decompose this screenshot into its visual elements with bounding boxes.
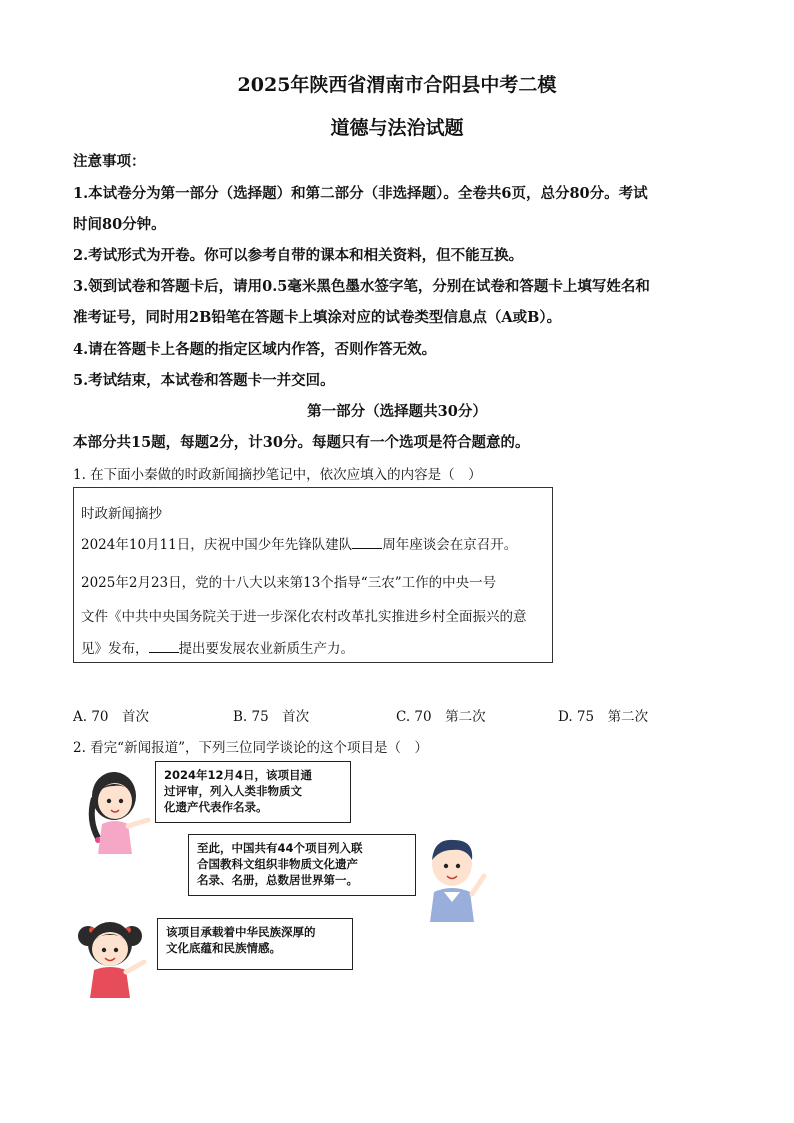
bubble2-line: 名录、名册，总数居世界第一。 xyxy=(197,873,358,887)
bubble1-line: 2024年12月4日，该项目通 xyxy=(164,768,313,782)
notice-item: 时间80分钟。 xyxy=(73,216,166,233)
news-line-1-text-a: 2024年10月11日，庆祝中国少年先锋队建队 xyxy=(81,537,353,553)
news-line-1-text-b: 周年座谈会在京召开。 xyxy=(382,537,518,553)
girl-student-illustration-2 xyxy=(74,914,154,998)
bubble1-line: 化遗产代表作名录。 xyxy=(164,800,268,814)
option-b[interactable]: B. 75 首次 xyxy=(233,709,310,725)
notice-item: 3.领到试卷和答题卡后，请用0.5毫米黑色墨水签字笔，分别在试卷和答题卡上填写姓名和 xyxy=(73,278,650,295)
news-line-3: 文件《中共中央国务院关于进一步深化农村改革扎实推进乡村全面振兴的意 xyxy=(81,609,527,625)
part1-heading: 第一部分（选择题共30分） xyxy=(307,403,487,420)
news-line-1 xyxy=(81,533,517,553)
bubble2-line: 合国教科文组织非物质文化遗产 xyxy=(197,857,358,871)
news-line-4 xyxy=(81,637,354,657)
option-a[interactable]: A. 70 首次 xyxy=(73,709,150,725)
bubble3-line: 该项目承载着中华民族深厚的 xyxy=(166,925,316,939)
notice-heading: 注意事项： xyxy=(73,153,146,170)
news-line-4-text-b: 提出要发展农业新质生产力。 xyxy=(178,641,354,657)
fill-blank-1 xyxy=(352,536,382,549)
exam-title: 2025年陕西省渭南市合阳县中考二模 xyxy=(237,74,557,96)
boy-student-illustration xyxy=(422,832,492,922)
option-c[interactable]: C. 70 第二次 xyxy=(396,709,486,725)
notice-item: 5.考试结束，本试卷和答题卡一并交回。 xyxy=(73,372,335,389)
option-d[interactable]: D. 75 第二次 xyxy=(558,709,649,725)
news-notes-box xyxy=(73,487,553,663)
notice-item: 4.请在答题卡上各题的指定区域内作答，否则作答无效。 xyxy=(73,341,437,358)
notice-item: 准考证号，同时用2B铅笔在答题卡上填涂对应的试卷类型信息点（A或B）。 xyxy=(73,309,562,326)
bubble2-line: 至此，中国共有44个项目列入联 xyxy=(197,841,363,855)
fill-blank-2 xyxy=(149,640,179,653)
exam-subtitle: 道德与法治试题 xyxy=(330,117,464,139)
bubble1-line: 过评审，列入人类非物质文 xyxy=(164,784,302,798)
speech-bubble-girl-2 xyxy=(157,918,353,970)
girl-student-illustration-1 xyxy=(84,768,162,854)
news-line-2: 2025年2月23日，党的十八大以来第13个指导“三农”工作的中央一号 xyxy=(81,575,497,591)
question-2-stem: 2. 看完“新闻报道”，下列三位同学谈论的这个项目是（ ） xyxy=(73,740,428,756)
speech-bubble-boy xyxy=(188,834,416,896)
part1-instruction: 本部分共15题，每题2分，计30分。每题只有一个选项是符合题意的。 xyxy=(73,434,530,451)
question-1-stem: 1. 在下面小秦做的时政新闻摘抄笔记中，依次应填入的内容是（ ） xyxy=(73,467,482,483)
notice-item: 1.本试卷分为第一部分（选择题）和第二部分（非选择题）。全卷共6页，总分80分。考试 xyxy=(73,185,648,202)
speech-bubble-girl-1 xyxy=(155,761,351,823)
bubble3-line: 文化底蕴和民族情感。 xyxy=(166,941,281,955)
news-box-title: 时政新闻摘抄 xyxy=(81,506,162,522)
news-line-4-text-a: 见》发布， xyxy=(81,641,149,657)
notice-item: 2.考试形式为开卷。你可以参考自带的课本和相关资料，但不能互换。 xyxy=(73,247,524,264)
